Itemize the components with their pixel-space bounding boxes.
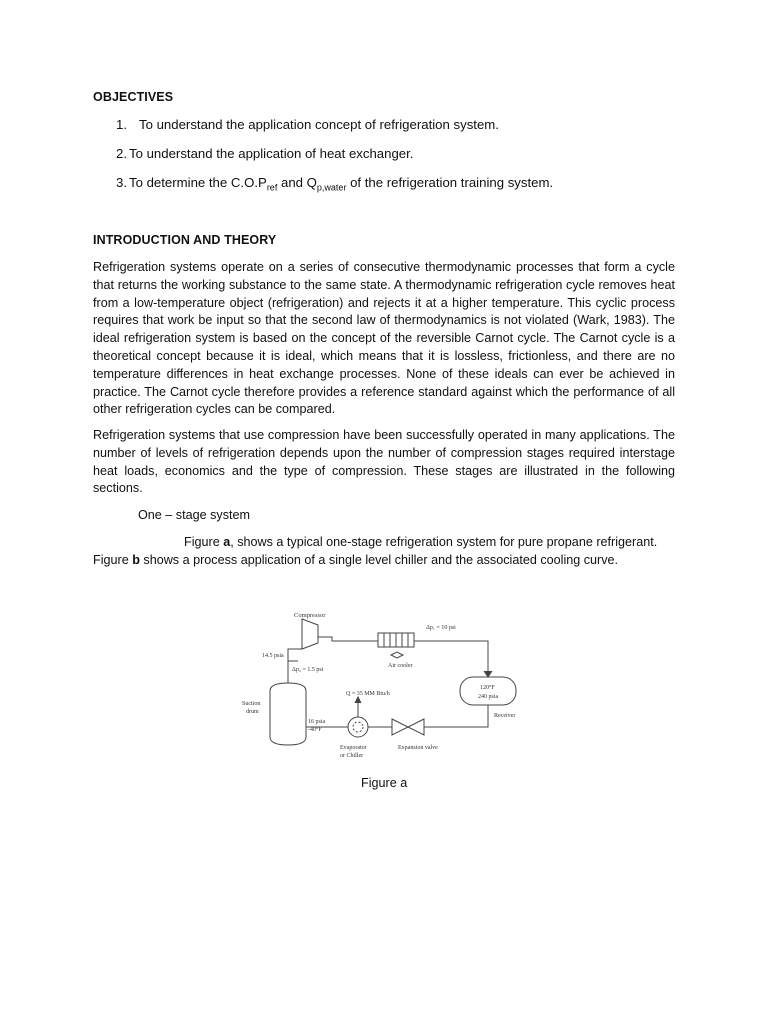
one-stage-subheading: One – stage system (138, 508, 250, 522)
label-drum: drum (246, 709, 259, 715)
intro-paragraph-2: Refrigeration systems that use compression have been successfully operated in many applications. The number of levels of refrigeration depends upon the number of compression stages required interstage heat loads, economics and the type of compression. These stages are illustrated in the following sections. (93, 428, 675, 496)
objectives-heading: OBJECTIVES (93, 90, 174, 104)
expansion-valve-symbol (392, 719, 424, 735)
label-heat-duty: Q = 35 MM Btu/h (346, 691, 390, 697)
label-receiver-pressure: 240 psia (478, 694, 499, 700)
label-receiver: Receiver (494, 713, 516, 719)
label-evap-temp: -40°F (308, 727, 322, 733)
label-receiver-temp: 120°F (480, 685, 495, 691)
intro-paragraph-1: Refrigeration systems operate on a series of consecutive thermodynamic processes that form a cycle that returns the working substance to the same state. A thermodynamic refrigeration cycle removes heat from a low-temperature object (refrigeration) and rejects it at a higher temperature. This cyclic process requires that work be input so that the second law of thermodynamics is not violated (Wark, 1983). The ideal refrigeration system is based on the concept of the reversible Carnot cycle. The Carnot cycle is a theoretical concept because it is ideal, which means that it is lossless, frictionless, and there are no temperature differences in heat exchange processes. None of these ideals can ever be achieved in practice. The Carnot cycle therefore provides a reference standard against which the performance of all other refrigeration cycles can be compared. (93, 260, 675, 417)
label-expansion-valve: Expansion valve (398, 745, 438, 751)
label-air-cooler: Air cooler (388, 663, 413, 669)
suction-drum-symbol (270, 683, 306, 745)
label-chiller: or Chiller (340, 753, 364, 759)
objective-item-1: 1. To understand the application concept of refrigeration system. (116, 117, 499, 132)
figure-b-description: Figure b shows a process application of a single level chiller and the associated cooling curve. (93, 553, 619, 567)
figure-caption: Figure a (361, 776, 408, 790)
label-dp2: Δp₂ = 1.5 psi (292, 667, 324, 673)
introduction-heading: INTRODUCTION AND THEORY (93, 233, 277, 247)
receiver-symbol (460, 677, 516, 705)
label-suction: Suction (242, 701, 261, 707)
refrigeration-diagram (228, 605, 540, 767)
evaporator-symbol (348, 717, 368, 737)
objective-item-2: 2. To understand the application of heat exchanger. (116, 146, 414, 161)
label-dp1: Δp₁ = 10 psi (426, 625, 456, 631)
label-evaporator: Evaporator (340, 745, 367, 751)
compressor-symbol (302, 619, 318, 649)
label-inlet-pressure: 14.5 psia (262, 653, 284, 659)
label-compressor: Compressor (294, 612, 326, 619)
figure-a-description: Figure a, shows a typical one-stage refrigeration system for pure propane refrigerant. (184, 535, 658, 549)
objective-item-3: 3. To determine the $C.O.P_{ref}$ and $Q_{p,water}$ of the refrigeration training system. (116, 175, 554, 193)
label-evap-pressure: 16 psia (308, 719, 326, 725)
